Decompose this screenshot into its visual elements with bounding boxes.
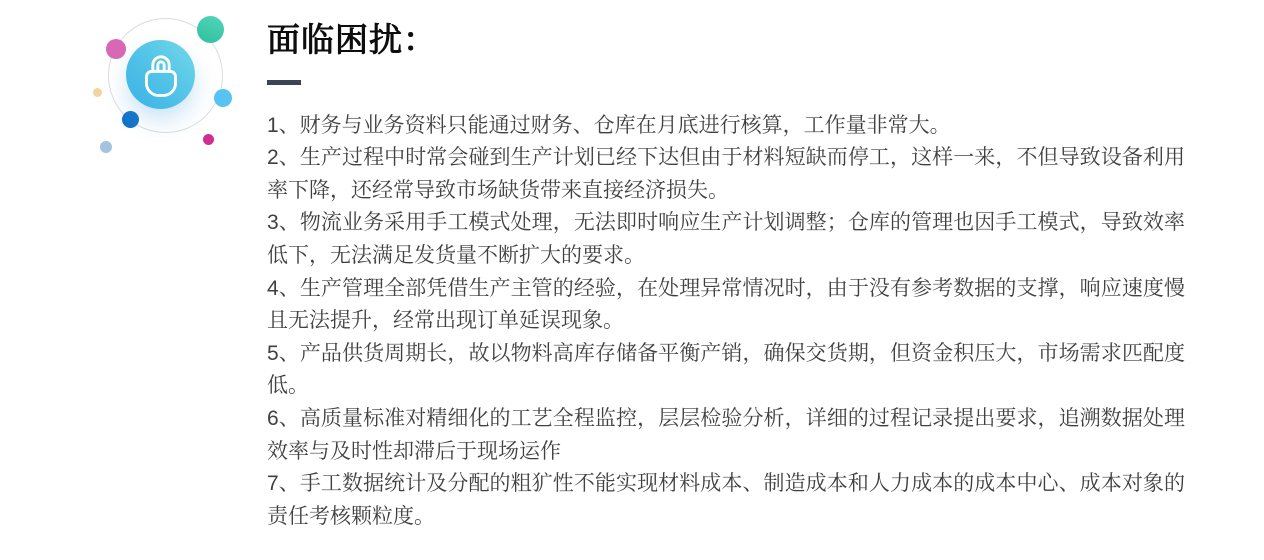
page-title: 面临困扰：: [267, 21, 437, 58]
pale-blue-dot: [100, 141, 112, 153]
magenta-dot: [203, 134, 214, 145]
lock-badge: [80, 0, 255, 175]
content-block: [267, 20, 1185, 533]
teal-dot: [197, 16, 224, 43]
challenge-item-5: 5、产品供货周期长，故以物料高库存储备平衡产销，确保交货期，但资金积压大，市场需求匹配度低。: [267, 341, 1185, 398]
challenge-item-4: 4、生产管理全部凭借生产主管的经验，在处理异常情况时，由于没有参考数据的支撑，响应速度慢且无法提升，经常出现订单延误现象。: [267, 276, 1185, 333]
challenge-item-7: 7、手工数据统计及分配的粗犷性不能实现材料成本、制造成本和人力成本的成本中心、成本对象的责任考核颗粒度。: [267, 472, 1185, 528]
sky-blue-dot: [214, 89, 232, 107]
challenge-list: [267, 110, 1185, 534]
challenge-item-2: 2、生产过程中时常会碰到生产计划已经下达但由于材料短缺而停工，这样一来，不但导致设备利用率下降，还经常导致市场缺货带来直接经济损失。: [267, 146, 1185, 202]
challenge-item-3: 3、物流业务采用手工模式处理，无法即时响应生产计划调整；仓库的管理也因手工模式，导致效率低下，无法满足发货量不断扩大的要求。: [267, 211, 1185, 267]
challenge-item-6: 6、高质量标准对精细化的工艺全程监控，层层检验分析，详细的过程记录提出要求，追溯数据处理效率与及时性却滞后于现场运作: [267, 406, 1185, 463]
badge-circle: [126, 40, 195, 109]
lock-icon: [141, 52, 181, 98]
dark-blue-dot: [122, 111, 139, 128]
cream-dot: [93, 88, 102, 97]
title-underline: [267, 80, 301, 85]
challenge-item-1: 1、财务与业务资料只能通过财务、仓库在月底进行核算，工作量非常大。: [267, 113, 951, 137]
pink-dot: [106, 39, 126, 59]
